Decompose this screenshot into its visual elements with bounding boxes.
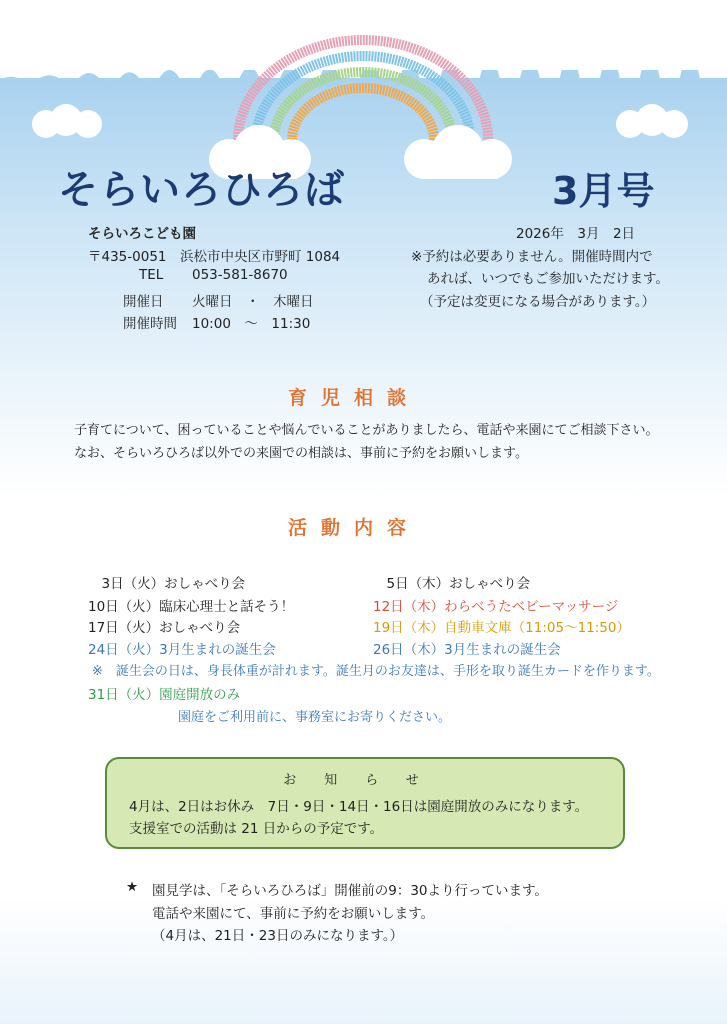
hours-value: 10:00 ～ 11:30 [192, 316, 311, 332]
notice-box [105, 757, 625, 849]
notice-line: 4月は、2日はお休み 7日・9日・14日・16日は園庭開放のみになります。 [129, 799, 589, 815]
issue-label: 3月号 [552, 169, 655, 213]
activity-item: 24日（火）3月生まれの誕生会 [88, 642, 276, 658]
activity-item: 3日（火）おしゃべり会 [88, 576, 246, 592]
tour-text: （4月は、21日・23日のみになります。） [152, 928, 404, 944]
activity-item: 17日（火）おしゃべり会 [88, 620, 241, 636]
activity-item: 12日（木）わらべうたベビーマッサージ [373, 599, 619, 615]
cloud-icon [400, 125, 518, 181]
tour-text: 園見学は、「そらいろひろば」開催前の9：30より行っています。 [152, 883, 548, 899]
cloud-icon [614, 104, 694, 140]
issue-date: 2026年 3月 2日 [516, 226, 636, 242]
cloud-icon [30, 104, 106, 140]
activity-item: 10日（火）臨床心理士と話そう！ [88, 599, 295, 615]
activities-heading: 活動内容 [288, 517, 421, 539]
consultation-text: 子育てについて、困っていることや悩んでいることがありましたら、電話や来園にてご相談下さい。 [74, 423, 659, 438]
hours-label: 開催時間 [123, 316, 177, 332]
open-day-note: 園庭をご利用前に、事務室にお寄りください。 [178, 710, 452, 725]
reservation-note: （予定は変更になる場合があります。） [420, 294, 656, 310]
reservation-note: あれば、いつでもご参加いただけます。 [427, 271, 669, 287]
birthday-note: ※ 誕生会の日は、身長体重が計れます。誕生月のお友達は、手形を取り誕生カードを作ります。 [92, 664, 660, 679]
reservation-note: ※予約は必要ありません。開催時間内で [411, 249, 653, 265]
star-icon: ★ [126, 879, 139, 895]
consultation-text: なお、そらいろひろば以外での来園での相談は、事前に予約をお願いします。 [74, 446, 528, 461]
consultation-heading: 育児相談 [288, 387, 421, 409]
days-label: 開催日 [123, 294, 164, 310]
activity-item: 26日（木）3月生まれの誕生会 [373, 642, 561, 658]
notice-title: お知らせ [283, 773, 447, 788]
open-day: 31日（火）園庭開放のみ [88, 687, 241, 703]
days-value: 火曜日 ・ 木曜日 [192, 294, 314, 310]
newsletter-title: そらいろひろば [58, 167, 345, 213]
address: 〒435-0051 浜松市中央区市野町 1084 [88, 249, 341, 265]
activity-item: 19日（木）自動車文庫（11:05～11:50） [373, 620, 630, 636]
activity-item: 5日（木）おしゃべり会 [373, 576, 531, 592]
tel-label: TEL [139, 267, 164, 283]
org-name: そらいろこども園 [88, 226, 196, 242]
tel-number: 053-581-8670 [192, 267, 288, 283]
tour-text: 電話や来園にて、事前に予約をお願いします。 [152, 906, 435, 922]
notice-line: 支援室での活動は 21 日からの予定です。 [129, 821, 384, 837]
